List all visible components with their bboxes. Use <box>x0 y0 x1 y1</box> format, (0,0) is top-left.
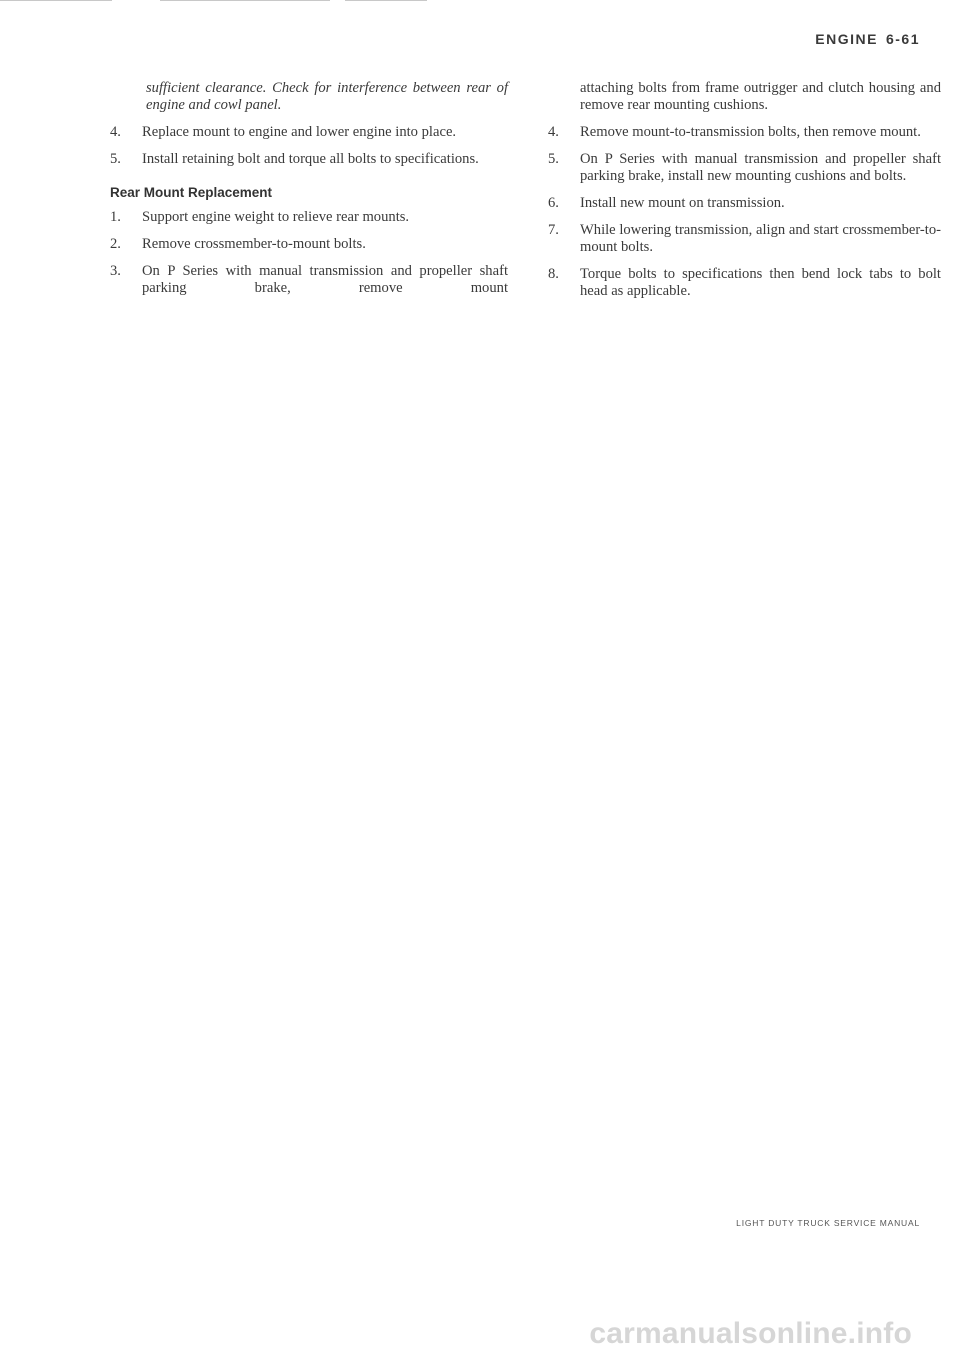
item-number: 5. <box>548 151 559 167</box>
list-item <box>110 263 508 297</box>
item-text: Remove mount-to-transmission bolts, then remove mount. <box>580 124 921 140</box>
page-header <box>815 31 920 47</box>
item-text: Install new mount on transmission. <box>580 195 785 211</box>
item-text: Support engine weight to relieve rear mounts. <box>142 209 410 225</box>
list-item <box>110 124 508 141</box>
item-text: On P Series with manual transmission and propeller shaft parking brake, remove mount <box>142 263 508 296</box>
item-number: 2. <box>110 236 121 252</box>
list-item <box>548 151 941 185</box>
item-text: Replace mount to engine and lower engine into place. <box>142 124 457 140</box>
section-subheading: Rear Mount Replacement <box>110 185 273 200</box>
list-item <box>548 266 941 300</box>
list-item <box>548 195 941 212</box>
page-footer: LIGHT DUTY TRUCK SERVICE MANUAL <box>736 1218 920 1228</box>
list-item <box>110 236 508 253</box>
watermark-text: carmanualsonline.info <box>589 1317 912 1350</box>
item-number: 7. <box>548 222 559 238</box>
continuation-text: attaching bolts from frame outrigger and clutch housing and remove rear mounting cushions. <box>580 80 941 113</box>
item-number: 6. <box>548 195 559 211</box>
list-item <box>110 151 508 168</box>
right-column <box>548 80 941 310</box>
list-item <box>110 209 508 226</box>
section-title: ENGINE <box>815 31 878 47</box>
item-number: 3. <box>110 263 121 279</box>
item-text: Torque bolts to specifications then bend lock tabs to bolt head as applicable. <box>580 266 941 299</box>
item-number: 4. <box>548 124 559 140</box>
list-item <box>548 222 941 256</box>
item-text: Remove crossmember-to-mount bolts. <box>142 236 366 252</box>
list-item <box>548 124 941 141</box>
continuation-note: sufficient clearance. Check for interference between rear of engine and cowl panel. <box>146 80 508 113</box>
item-text: While lowering transmission, align and start crossmember-to-mount bolts. <box>580 222 941 255</box>
page-number: 6-61 <box>885 31 920 47</box>
left-column <box>110 80 508 307</box>
item-number: 4. <box>110 124 121 140</box>
item-number: 8. <box>548 266 559 282</box>
item-number: 1. <box>110 209 121 225</box>
item-text: On P Series with manual transmission and propeller shaft parking brake, install new mounting cushions and bolts. <box>580 151 941 184</box>
item-number: 5. <box>110 151 121 167</box>
item-text: Install retaining bolt and torque all bolts to specifications. <box>142 151 479 167</box>
